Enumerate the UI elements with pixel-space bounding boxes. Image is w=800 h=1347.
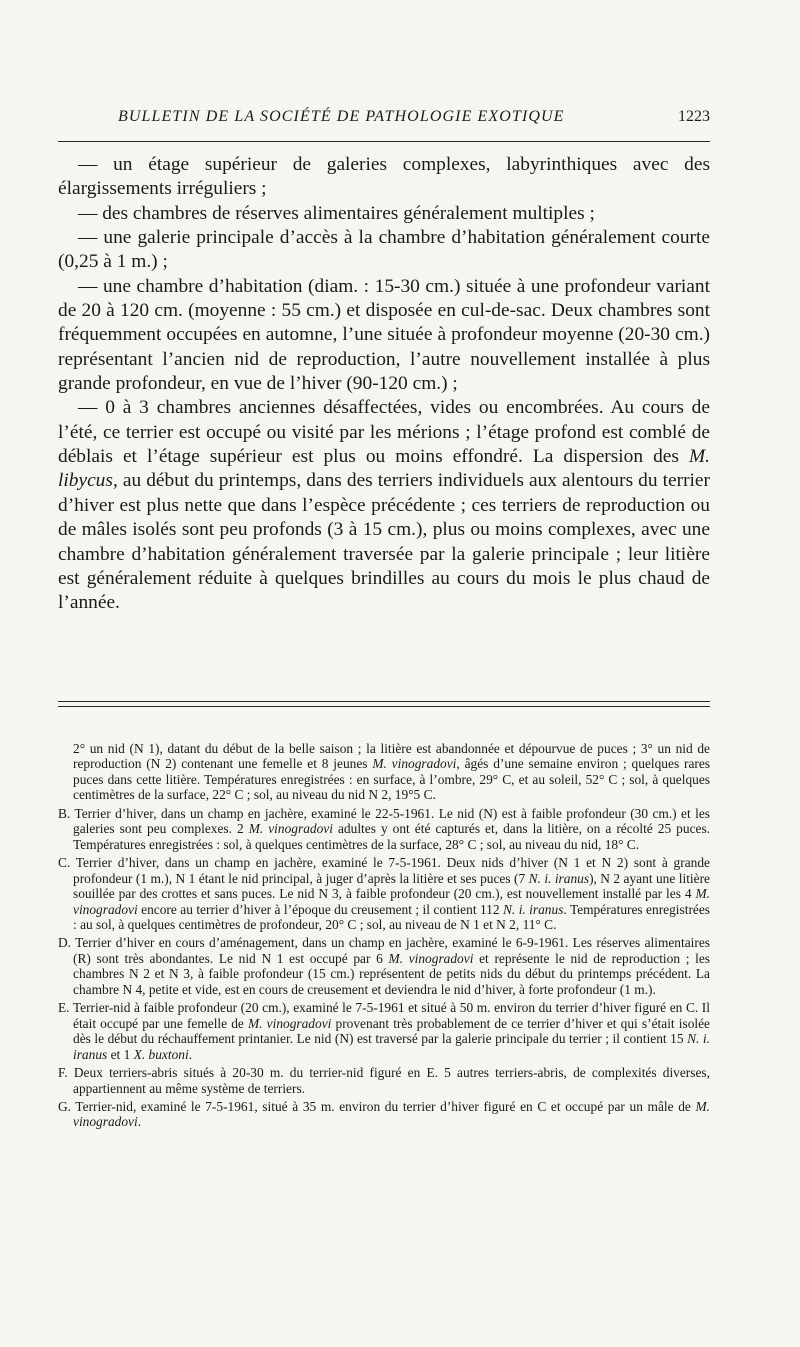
species-name: M. vinogradovi <box>372 756 457 772</box>
note-text: . Températures enregistrées : au sol, à quelques centimètres de profondeur, 20° C ; sol, au niveau de N 1 et N 2, 11° C. <box>73 901 710 932</box>
note-text: et 1 <box>107 1046 134 1062</box>
note-text: , âgés d’une semaine environ ; quelques rares puces dans cette litière. Températures enregistrées : en surface, à l’ombre, 29° C, et au soleil, 52° C ; sol, à quelques centimètres de la surface, 22° C ; sol, au niveau du nid N 2, 19°5 C. <box>73 756 711 803</box>
species-name: M. vinogradovi <box>388 950 474 966</box>
paragraph-main-gallery: — une galerie principale d’accès à la chambre d’habitation généralement courte (0,25 à 1 m.) ; <box>58 227 710 273</box>
note-continuation <box>58 741 710 803</box>
species-name: X. buxtoni <box>133 1046 189 1062</box>
paragraph-upper-galleries: — un étage supérieur de galeries complexes, labyrinthiques avec des élargissements irréguliers ; <box>58 154 710 200</box>
note-f: F. Deux terriers-abris situés à 20-30 m. du terrier-nid figuré en E. 5 autres terriers-abris, de complexités diverses, appartiennent au même système de terriers. <box>58 1065 710 1096</box>
note-e <box>58 1000 710 1062</box>
note-text: G. Terrier-nid, examiné le 7-5-1961, situé à 35 m. environ du terrier d’hiver figuré en C et occupé par un mâle de <box>58 1098 696 1114</box>
note-text: C. Terrier d’hiver, dans un champ en jachère, examiné le 7-5-1961. Deux nids d’hiver (N 1 et N 2) sont à grande profondeur (1 m.), N 1 étant le nid principal, à juger d’après la litière et ses puces (7 <box>58 855 710 886</box>
paragraph-text: — 0 à 3 chambres anciennes désaffectées, vides ou encombrées. Au cours de l’été, ce terrier est occupé ou visité par les mérions ; l’étage profond est comblé de déblais et l’étage supérieur est plus ou moins effondré. La dispersion des <box>58 397 710 468</box>
note-text: et représente le nid de reproduction ; les chambres N 2 et N 3, à faible profondeur (15 cm.) représentent de petits nids du début du printemps précédent. La chambre N 4, petite et vide, est en cours de creusement et deviendra le nid d’hiver, à forte profondeur (1 m.). <box>73 950 711 997</box>
header-rule <box>58 141 710 142</box>
note-d <box>58 935 710 997</box>
note-text: B. Terrier d’hiver, dans un champ en jachère, examiné le 22-5-1961. Le nid (N) est à faible profondeur (30 cm.) et les galeries sont peu complexes. 2 <box>58 805 710 837</box>
main-text <box>58 153 710 616</box>
figure-legend-notes <box>58 741 710 1133</box>
species-name: M. vinogradovi <box>73 1098 710 1130</box>
note-text: E. Terrier-nid à faible profondeur (20 cm.), examiné le 7-5-1961 et situé à 50 m. environ du terrier d’hiver figuré en C. Il était occupé par une femelle de <box>58 1000 710 1031</box>
note-text: encore au terrier d’hiver à l’époque du creusement ; il contient 112 <box>137 901 503 917</box>
species-name: M. libycus <box>58 446 710 492</box>
paragraph-food-chambers: — des chambres de réserves alimentaires généralement multiples ; <box>78 202 595 224</box>
species-name: M. vinogradovi <box>248 1015 332 1031</box>
paragraph-abandoned-chambers <box>58 396 710 615</box>
journal-title: BULLETIN DE LA SOCIÉTÉ DE PATHOLOGIE EXOTIQUE <box>118 108 565 125</box>
paragraph-text: , au début du printemps, dans des terriers individuels aux alentours du terrier d’hiver est plus nette que dans l’espèce précédente ; ces terriers de reproduction ou de mâles isolés sont peu profonds (3 à 15 cm.), plus ou moins complexes, avec une chambre d’habitation généralement traversée par la galerie principale ; leur litière est généralement réduite à quelques brindilles au cours du mois le plus chaud de l’année. <box>58 470 710 614</box>
note-text: 2° un nid (N 1), datant du début de la belle saison ; la litière est abandonnée et dépourvue de puces ; 3° un nid de reproduction (N 2) contenant une femelle et 8 jeunes <box>73 741 710 772</box>
note-text: adultes y ont été capturés et, dans la litière, on a récolté 25 puces. Températures enregistrées : sol, à quelques centimètres de la surface, 28° C ; sol, au niveau du nid, 18° C. <box>73 821 711 852</box>
note-text: . <box>137 1114 142 1130</box>
species-name: N. i. iranus <box>528 870 590 886</box>
note-text: provenant très probablement de ce terrier d’hiver et qui s’était isolée dès le début du réchauffement printanier. Le nid (N) est traversé par la galerie principale du terrier ; il contient 15 <box>73 1015 711 1047</box>
note-text: ), N 2 ayant une litière souillée par des crottes et sans puces. Le nid N 3, à faible profondeur (20 cm.), est nouvellement installé par les 4 <box>73 870 710 902</box>
species-name: M. vinogradovi <box>73 886 710 917</box>
species-name: M. vinogradovi <box>248 821 333 837</box>
note-b <box>58 806 710 852</box>
note-g <box>58 1099 710 1130</box>
footnote-separator <box>58 701 710 707</box>
note-text: . <box>188 1046 193 1062</box>
species-name: N. i. iranus <box>73 1031 710 1062</box>
running-header <box>58 108 710 136</box>
note-text: D. Terrier d’hiver en cours d’aménagement, dans un champ en jachère, examiné le 6-9-1961. Les réserves alimentaires (R) sont très abondantes. Le nid N 1 est occupé par 6 <box>58 935 710 966</box>
page-number: 1223 <box>678 108 710 125</box>
note-c <box>58 855 710 932</box>
species-name: N. i. iranus <box>502 901 564 917</box>
paragraph-living-chamber: — une chambre d’habitation (diam. : 15-30 cm.) située à une profondeur variant de 20 à 120 cm. (moyenne : 55 cm.) et disposée en cul-de-sac. Deux chambres sont fréquemment occupées en automne, l’une située à profondeur moyenne (20-30 cm.) représentant l’ancien nid de reproduction, l’autre nouvellement installée à plus grande profondeur, en vue de l’hiver (90-120 cm.) ; <box>58 275 710 395</box>
